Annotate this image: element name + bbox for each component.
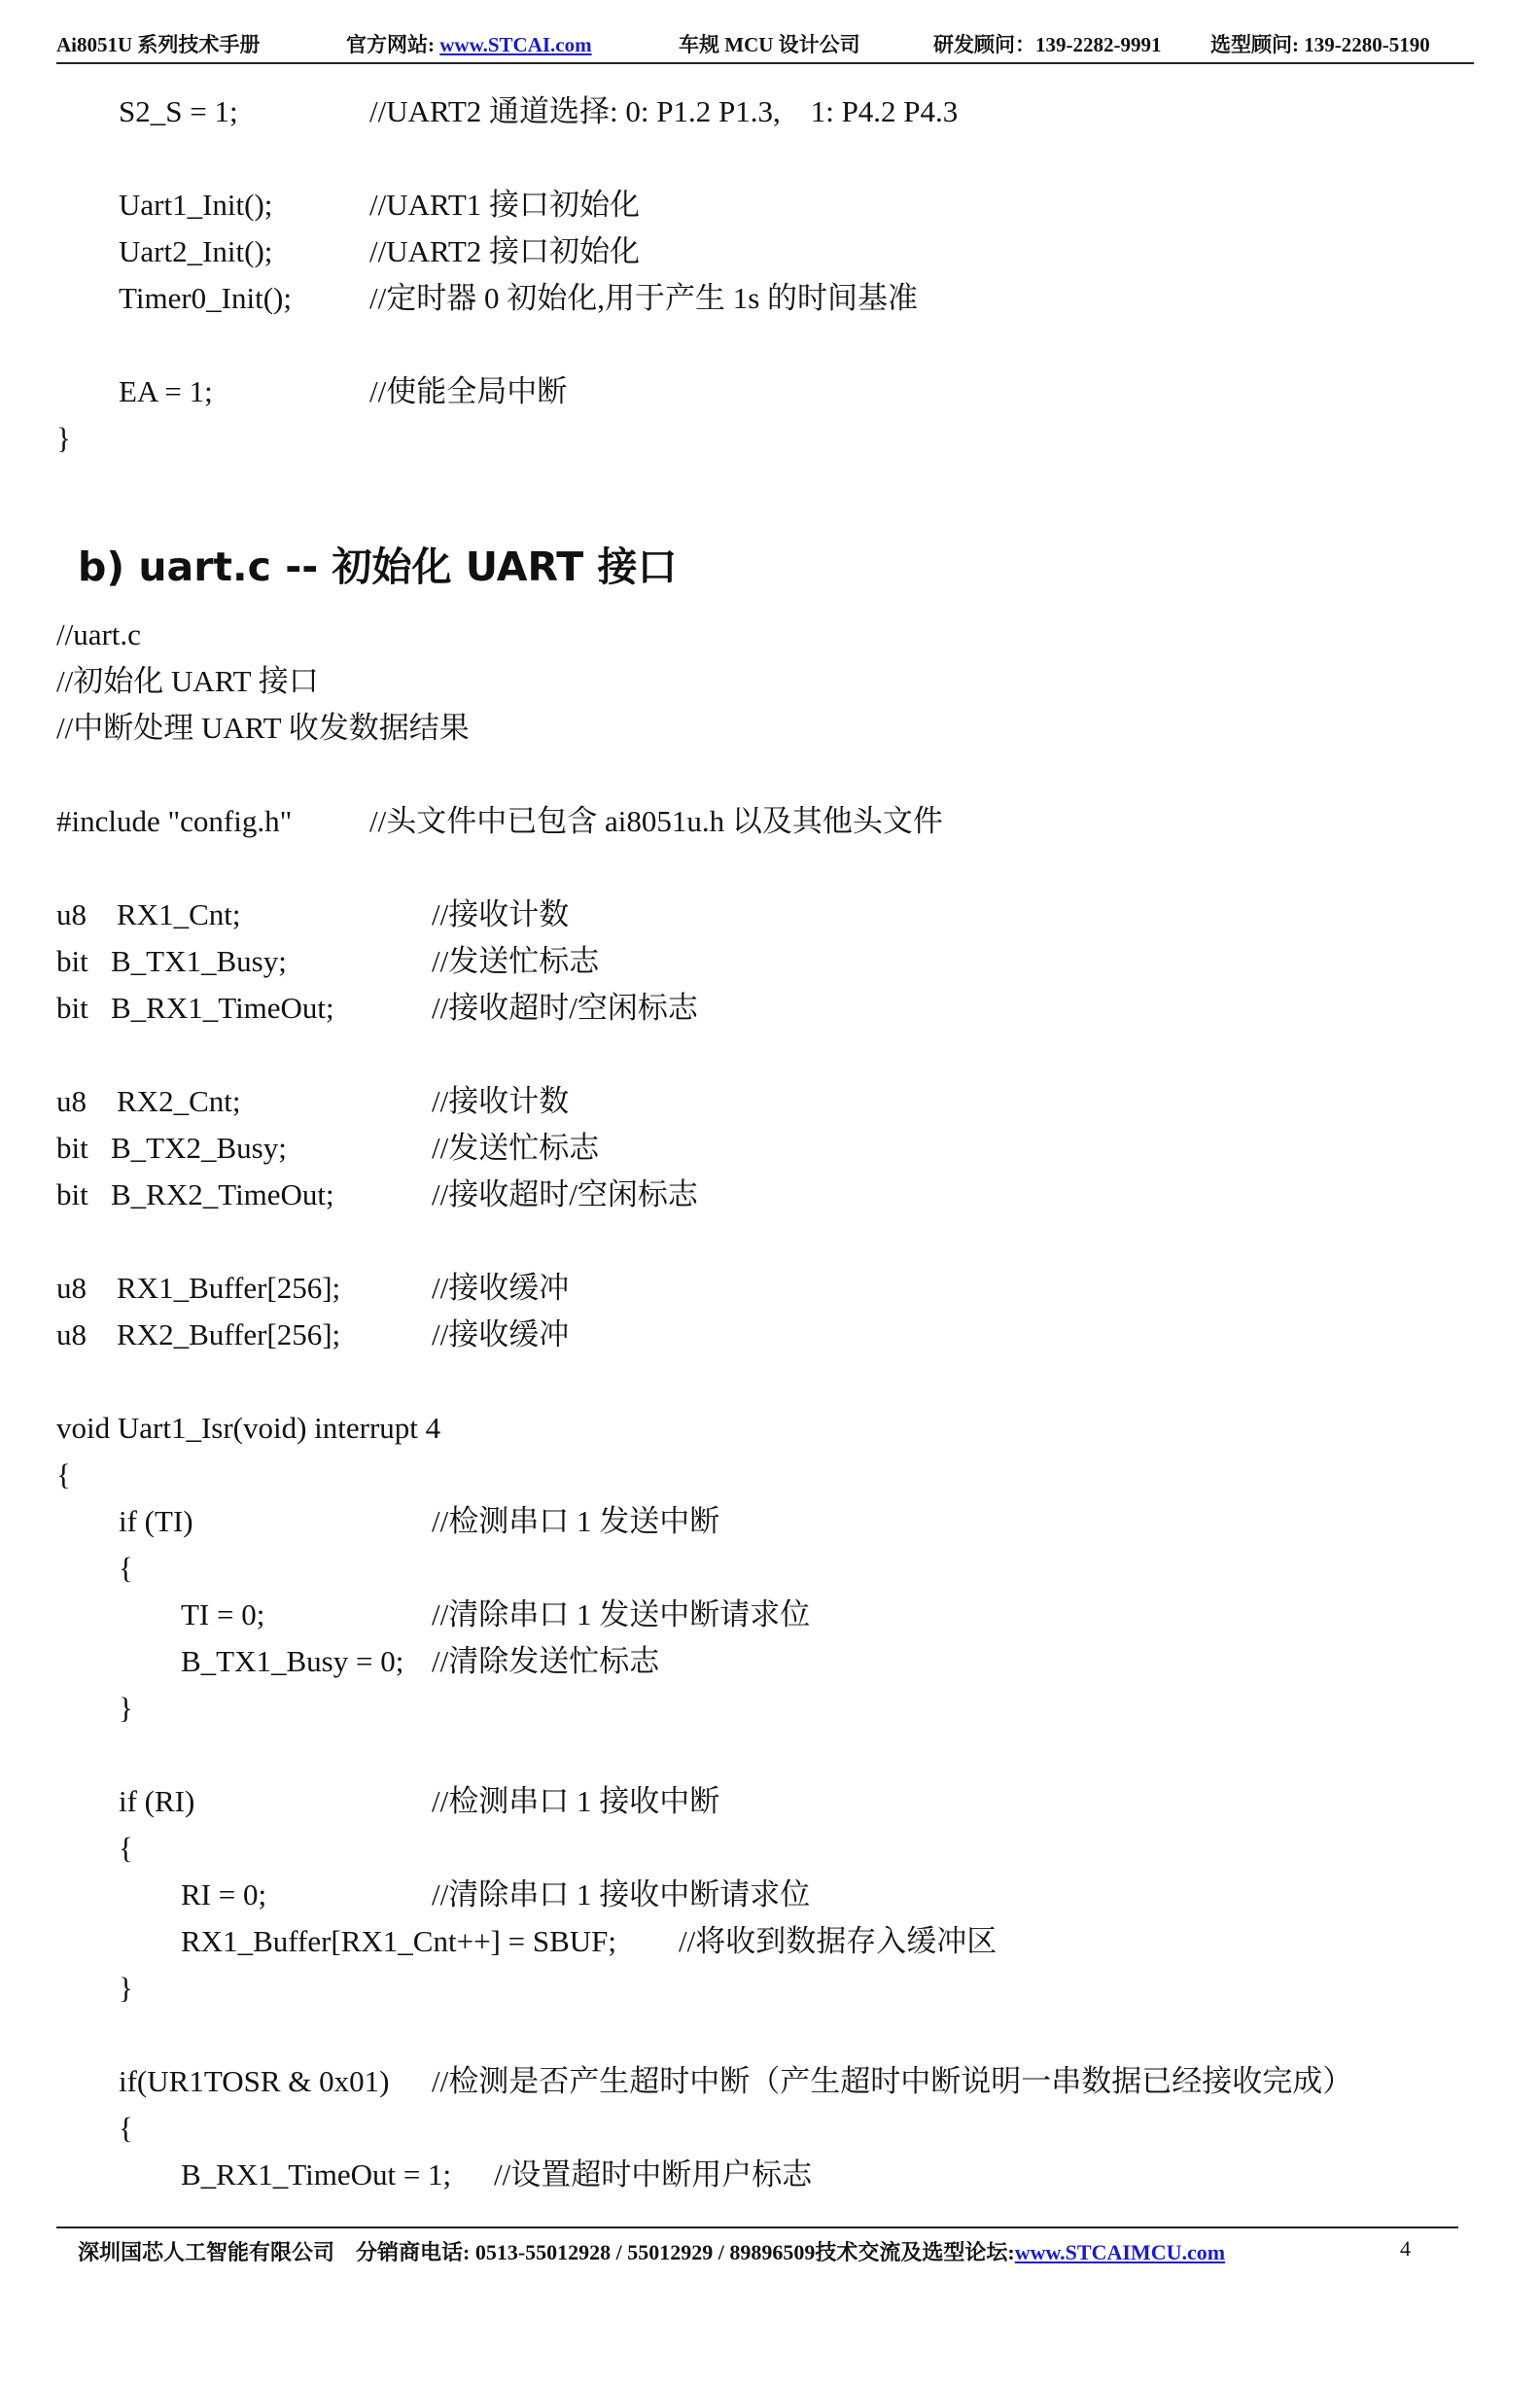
- code-line: Uart2_Init();: [119, 234, 273, 268]
- header-rule: [56, 62, 1474, 64]
- code-line: B_RX1_TimeOut = 1;: [181, 2157, 452, 2191]
- code-comment: //使能全局中断: [369, 374, 568, 408]
- code-line: {: [56, 1457, 71, 1491]
- code-comment: //接收计数: [432, 897, 570, 931]
- code-comment: //定时器 0 初始化,用于产生 1s 的时间基准: [369, 281, 919, 315]
- code-line: u8 RX1_Cnt;: [56, 897, 241, 931]
- code-line: //uart.c: [56, 617, 141, 651]
- code-comment: //UART1 接口初始化: [369, 188, 641, 222]
- footer-phones: 分销商电话: 0513-55012928 / 55012929 / 89896509技术交流及选型论坛:: [356, 2240, 1015, 2264]
- code-line: {: [119, 1551, 133, 1585]
- page-header: [56, 29, 1474, 62]
- page-footer: [78, 2236, 1225, 2266]
- site-link[interactable]: www.STCAI.com: [439, 33, 592, 56]
- code-comment: //接收计数: [432, 1084, 570, 1118]
- code-comment: //清除串口 1 接收中断请求位: [432, 1877, 811, 1911]
- code-line: Timer0_Init();: [119, 281, 292, 315]
- code-line: u8 RX2_Buffer[256];: [56, 1317, 341, 1351]
- code-line: B_TX1_Busy = 0;: [181, 1644, 404, 1678]
- section-title: b) uart.c -- 初始化 UART 接口: [78, 543, 678, 590]
- code-line: }: [56, 421, 71, 455]
- code-line: void Uart1_Isr(void) interrupt 4: [56, 1411, 441, 1445]
- code-line: if (RI): [119, 1784, 195, 1818]
- code-comment: //检测串口 1 发送中断: [432, 1504, 720, 1538]
- site-label: 官方网站: www.STCAI.com: [346, 33, 592, 56]
- code-comment: //清除串口 1 发送中断请求位: [432, 1597, 811, 1631]
- code-line: RI = 0;: [181, 1877, 267, 1911]
- code-line: bit B_TX2_Busy;: [56, 1131, 287, 1165]
- code-comment: //接收超时/空闲标志: [432, 991, 698, 1025]
- footer-company: 深圳国芯人工智能有限公司: [78, 2240, 335, 2264]
- code-comment: //清除发送忙标志: [432, 1644, 660, 1678]
- code-line: //中断处理 UART 收发数据结果: [56, 711, 470, 745]
- company-tagline: 车规 MCU 设计公司: [679, 33, 860, 56]
- code-comment: //接收缓冲: [432, 1271, 570, 1305]
- code-line: //初始化 UART 接口: [56, 664, 319, 698]
- code-line: u8 RX1_Buffer[256];: [56, 1271, 341, 1305]
- code-comment: //UART2 接口初始化: [369, 234, 641, 268]
- code-line: bit B_RX1_TimeOut;: [56, 991, 334, 1025]
- doc-title: Ai8051U 系列技术手册: [56, 33, 261, 56]
- code-comment: //检测是否产生超时中断（产生超时中断说明一串数据已经接收完成）: [432, 2064, 1353, 2098]
- code-line: S2_S = 1;: [119, 94, 238, 128]
- code-line: {: [119, 2111, 133, 2145]
- code-line: EA = 1;: [119, 374, 213, 408]
- code-comment: //接收缓冲: [432, 1317, 570, 1351]
- code-line: Uart1_Init();: [119, 188, 273, 222]
- code-comment: //设置超时中断用户标志: [494, 2157, 813, 2191]
- code-comment: //将收到数据存入缓冲区: [679, 1924, 998, 1958]
- selection-contact: 选型顾问: 139-2280-5190: [1210, 33, 1430, 56]
- rd-contact: 研发顾问：139-2282-9991: [933, 33, 1162, 56]
- code-line: bit B_RX2_TimeOut;: [56, 1177, 334, 1211]
- code-line: }: [119, 1971, 133, 2005]
- code-line: u8 RX2_Cnt;: [56, 1084, 241, 1118]
- code-line: RX1_Buffer[RX1_Cnt++] = SBUF;: [181, 1924, 617, 1958]
- code-line: }: [119, 1691, 133, 1725]
- code-comment: //头文件中已包含 ai8051u.h 以及其他头文件: [369, 804, 943, 838]
- code-line: {: [119, 1831, 133, 1865]
- code-line: TI = 0;: [181, 1597, 265, 1631]
- forum-link[interactable]: www.STCAIMCU.com: [1014, 2240, 1226, 2264]
- code-line: bit B_TX1_Busy;: [56, 944, 287, 978]
- footer-rule: [56, 2226, 1458, 2228]
- code-line: if (TI): [119, 1504, 193, 1538]
- code-comment: //检测串口 1 接收中断: [432, 1784, 720, 1818]
- code-comment: //发送忙标志: [432, 944, 600, 978]
- page-number: 4: [1400, 2236, 1411, 2261]
- code-comment: //接收超时/空闲标志: [432, 1177, 698, 1211]
- code-line: #include "config.h": [56, 804, 293, 838]
- code-comment: //发送忙标志: [432, 1131, 600, 1165]
- code-line: if(UR1TOSR & 0x01): [119, 2064, 390, 2098]
- code-comment: //UART2 通道选择: 0: P1.2 P1.3, 1: P4.2 P4.3: [369, 94, 959, 128]
